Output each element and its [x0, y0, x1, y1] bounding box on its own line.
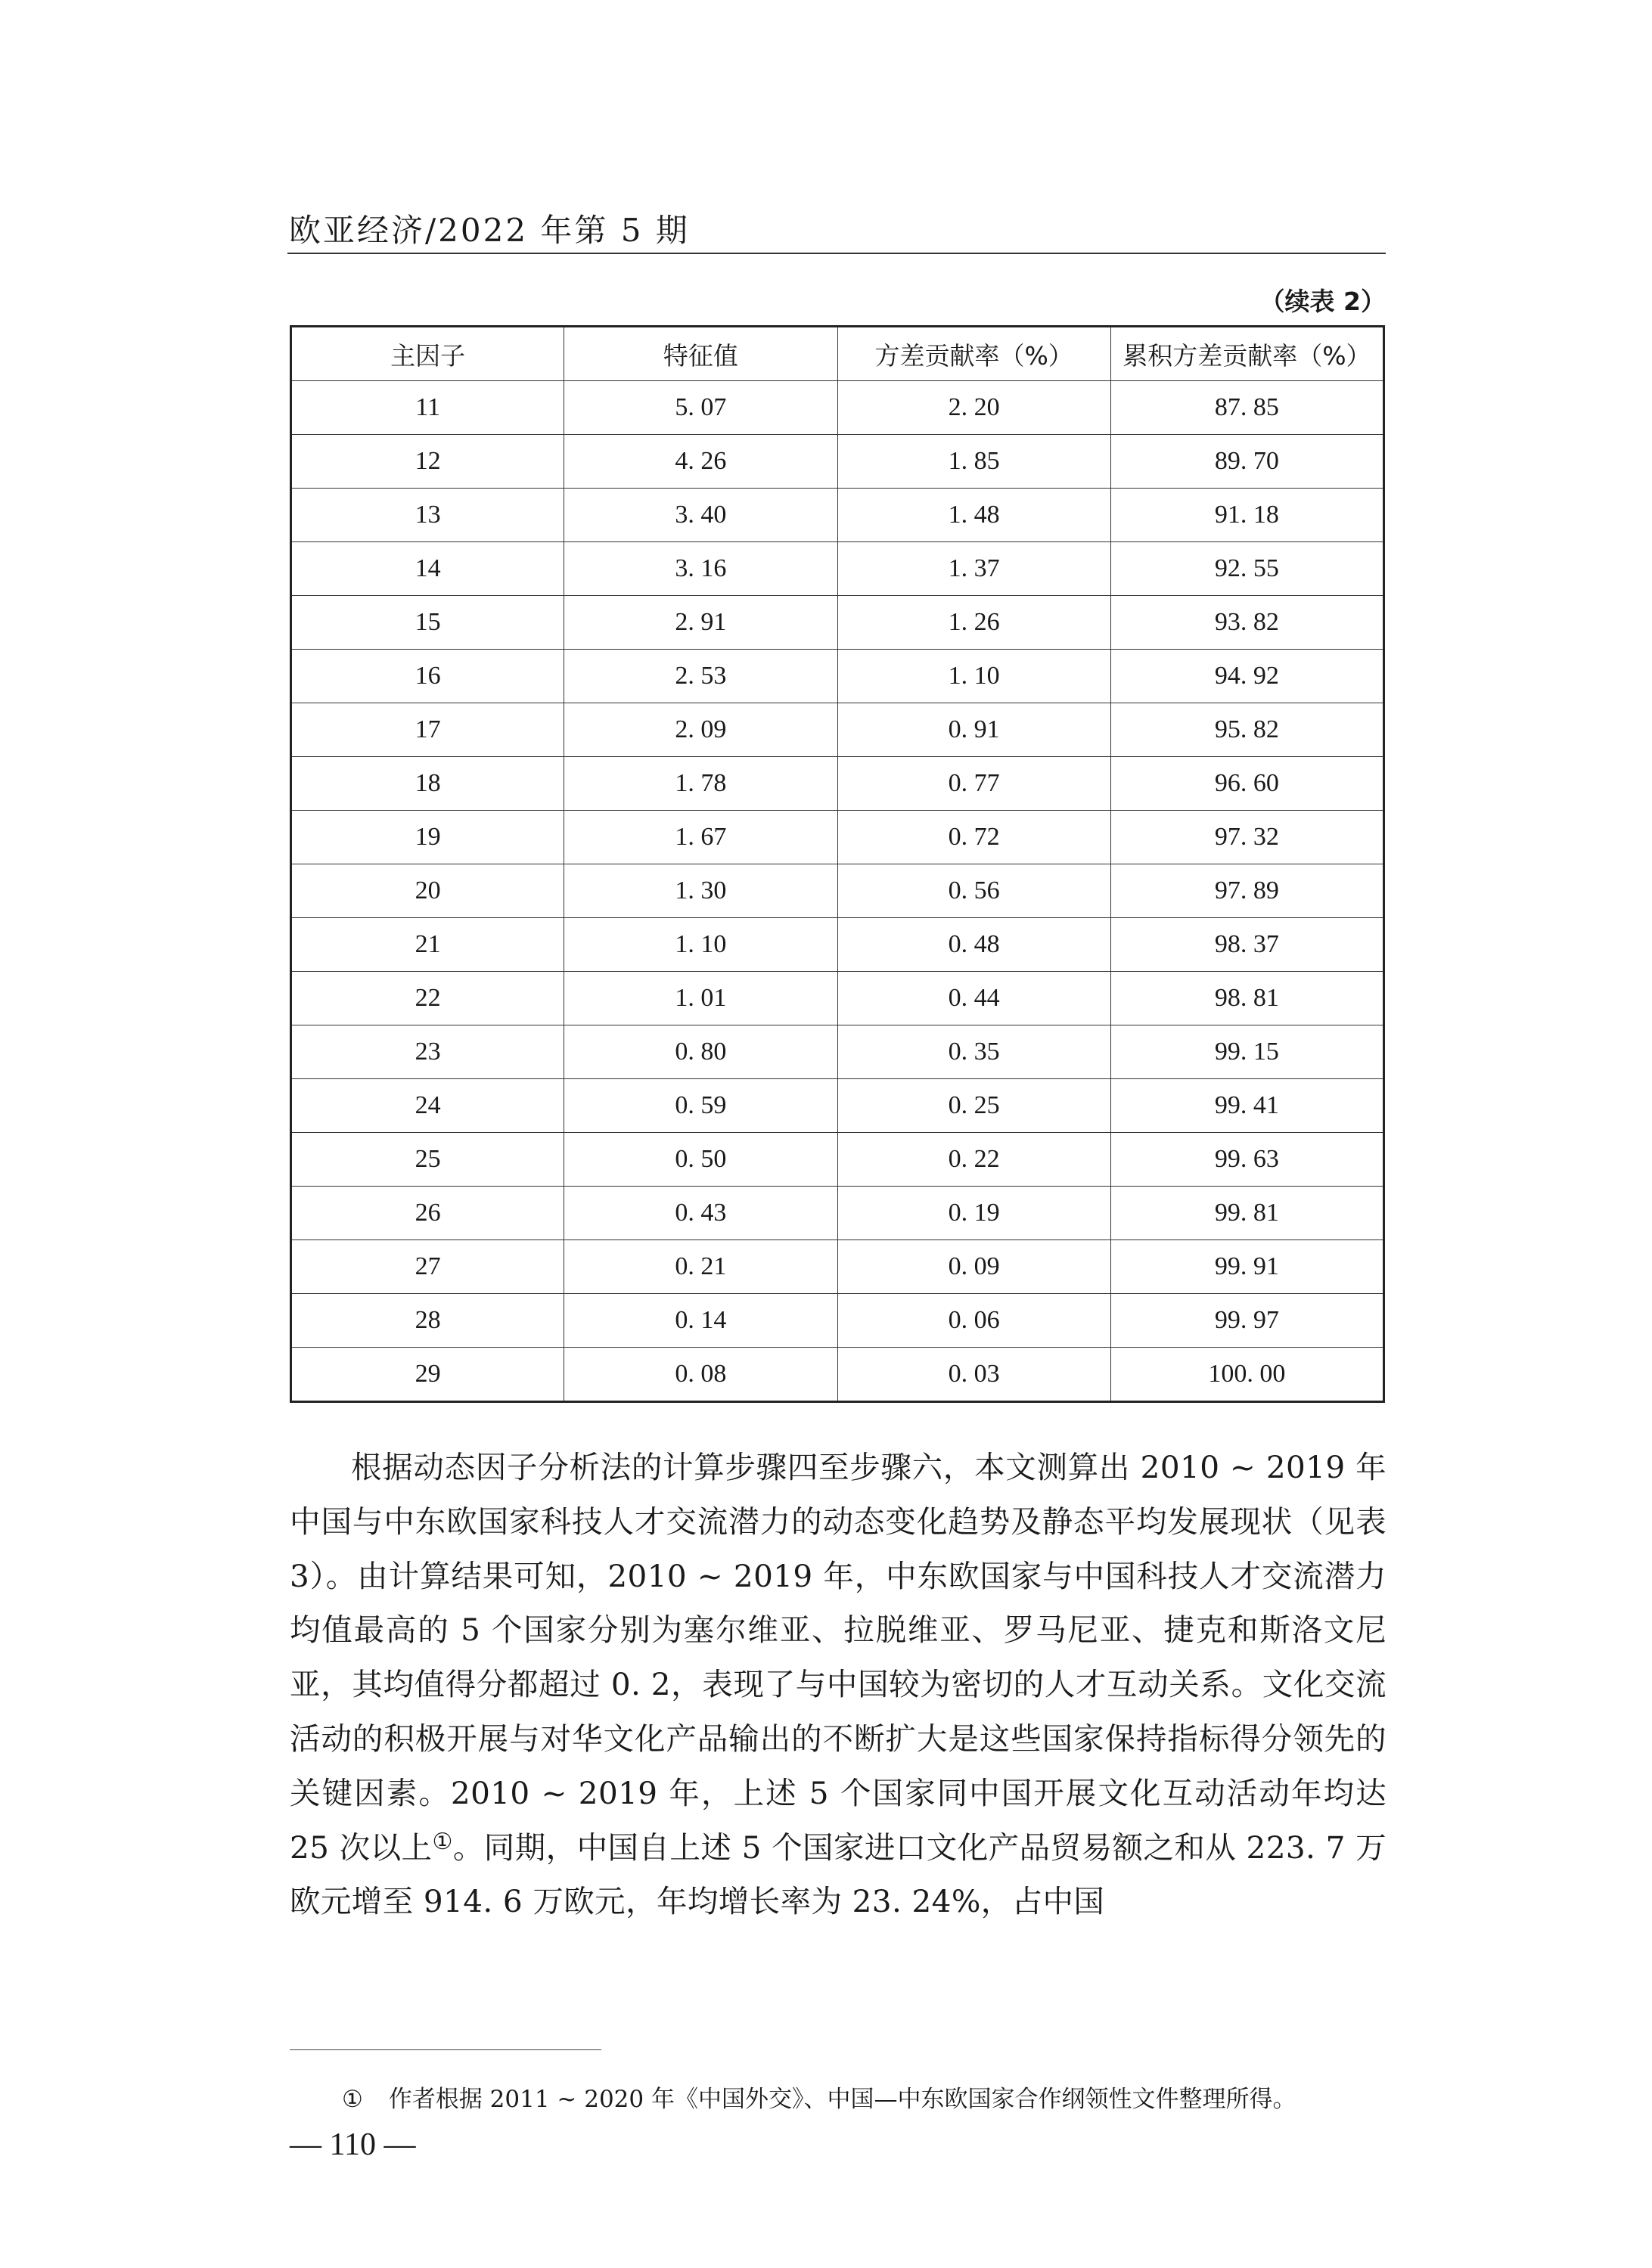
- cell-variance-rate: 0. 19: [837, 1187, 1110, 1240]
- cell-eigenvalue: 0. 50: [564, 1133, 837, 1187]
- table-row: [291, 1133, 1384, 1187]
- cell-cumulative-rate: 95. 82: [1110, 703, 1383, 757]
- cell-eigenvalue: 1. 78: [564, 757, 837, 811]
- cell-eigenvalue: 0. 21: [564, 1240, 837, 1294]
- cell-cumulative-rate: 89. 70: [1110, 435, 1383, 489]
- table-row: [291, 757, 1384, 811]
- cell-eigenvalue: 3. 40: [564, 489, 837, 542]
- cell-cumulative-rate: 99. 41: [1110, 1079, 1383, 1133]
- column-header-eigenvalue: 特征值: [564, 327, 837, 381]
- table-row: [291, 811, 1384, 864]
- cell-factor: 20: [291, 864, 564, 918]
- cell-eigenvalue: 0. 80: [564, 1025, 837, 1079]
- cell-variance-rate: 0. 44: [837, 972, 1110, 1025]
- table-row: [291, 1348, 1384, 1402]
- cell-eigenvalue: 2. 91: [564, 596, 837, 650]
- cell-factor: 15: [291, 596, 564, 650]
- column-header-cumulative-rate: 累积方差贡献率（%）: [1110, 327, 1383, 381]
- cell-variance-rate: 0. 03: [837, 1348, 1110, 1402]
- cell-variance-rate: 0. 06: [837, 1294, 1110, 1348]
- cell-factor: 22: [291, 972, 564, 1025]
- cell-cumulative-rate: 98. 37: [1110, 918, 1383, 972]
- cell-variance-rate: 1. 85: [837, 435, 1110, 489]
- table-row: [291, 489, 1384, 542]
- column-header-variance-rate: 方差贡献率（%）: [837, 327, 1110, 381]
- table-row: [291, 1079, 1384, 1133]
- cell-factor: 23: [291, 1025, 564, 1079]
- cell-factor: 11: [291, 381, 564, 435]
- table-row: [291, 596, 1384, 650]
- cell-variance-rate: 0. 25: [837, 1079, 1110, 1133]
- cell-factor: 18: [291, 757, 564, 811]
- table-row: [291, 1025, 1384, 1079]
- cell-factor: 14: [291, 542, 564, 596]
- cell-cumulative-rate: 96. 60: [1110, 757, 1383, 811]
- footnote-divider: [290, 2049, 601, 2050]
- cell-eigenvalue: 0. 43: [564, 1187, 837, 1240]
- cell-cumulative-rate: 99. 81: [1110, 1187, 1383, 1240]
- cell-variance-rate: 0. 56: [837, 864, 1110, 918]
- footnote-text: 作者根据 2011 ~ 2020 年《中国外交》、中国—中东欧国家合作纲领性文件整理所得。: [388, 2086, 1296, 2113]
- body-paragraph: [290, 1441, 1386, 1929]
- cell-eigenvalue: 2. 53: [564, 650, 837, 703]
- footnote: [342, 2080, 1296, 2114]
- cell-cumulative-rate: 92. 55: [1110, 542, 1383, 596]
- cell-variance-rate: 0. 77: [837, 757, 1110, 811]
- cell-factor: 29: [291, 1348, 564, 1402]
- cell-eigenvalue: 1. 10: [564, 918, 837, 972]
- table-row: [291, 918, 1384, 972]
- cell-variance-rate: 1. 10: [837, 650, 1110, 703]
- cell-eigenvalue: 0. 08: [564, 1348, 837, 1402]
- factor-table: [290, 325, 1385, 1403]
- cell-factor: 24: [291, 1079, 564, 1133]
- table-row: [291, 703, 1384, 757]
- cell-cumulative-rate: 87. 85: [1110, 381, 1383, 435]
- table-row: [291, 1187, 1384, 1240]
- cell-cumulative-rate: 99. 91: [1110, 1240, 1383, 1294]
- cell-factor: 25: [291, 1133, 564, 1187]
- cell-factor: 13: [291, 489, 564, 542]
- cell-factor: 16: [291, 650, 564, 703]
- cell-eigenvalue: 1. 67: [564, 811, 837, 864]
- cell-cumulative-rate: 99. 15: [1110, 1025, 1383, 1079]
- table-body: [291, 381, 1384, 1402]
- paragraph-tail-text: 。同期，中国自上述 5 个国家进口文化产品贸易额之和从 223. 7 万欧元增至 914. 6 万欧元，年均增长率为 23. 24%，占中国: [290, 1829, 1387, 1920]
- cell-eigenvalue: 1. 30: [564, 864, 837, 918]
- table-row: [291, 864, 1384, 918]
- cell-variance-rate: 0. 22: [837, 1133, 1110, 1187]
- cell-factor: 26: [291, 1187, 564, 1240]
- cell-cumulative-rate: 93. 82: [1110, 596, 1383, 650]
- cell-factor: 19: [291, 811, 564, 864]
- cell-eigenvalue: 0. 14: [564, 1294, 837, 1348]
- cell-variance-rate: 0. 91: [837, 703, 1110, 757]
- table-row: [291, 542, 1384, 596]
- body-text: [290, 1441, 1386, 1929]
- cell-eigenvalue: 1. 01: [564, 972, 837, 1025]
- footnote-mark: ①: [342, 2086, 363, 2113]
- table-header-row: [291, 327, 1384, 381]
- cell-eigenvalue: 5. 07: [564, 381, 837, 435]
- table-row: [291, 1240, 1384, 1294]
- table-row: [291, 650, 1384, 703]
- table-row: [291, 381, 1384, 435]
- cell-factor: 17: [291, 703, 564, 757]
- cell-variance-rate: 0. 72: [837, 811, 1110, 864]
- column-header-factor: 主因子: [291, 327, 564, 381]
- cell-eigenvalue: 3. 16: [564, 542, 837, 596]
- table-row: [291, 435, 1384, 489]
- table-row: [291, 1294, 1384, 1348]
- cell-factor: 28: [291, 1294, 564, 1348]
- cell-cumulative-rate: 94. 92: [1110, 650, 1383, 703]
- journal-header-title: 欧亚经济/2022 年第 5 期: [289, 212, 690, 249]
- cell-variance-rate: 0. 35: [837, 1025, 1110, 1079]
- cell-factor: 21: [291, 918, 564, 972]
- cell-cumulative-rate: 97. 89: [1110, 864, 1383, 918]
- cell-variance-rate: 0. 48: [837, 918, 1110, 972]
- page-number: — 110 —: [290, 2127, 416, 2162]
- cell-variance-rate: 0. 09: [837, 1240, 1110, 1294]
- cell-variance-rate: 1. 37: [837, 542, 1110, 596]
- header-divider: [287, 253, 1386, 254]
- footnote-reference[interactable]: ①: [432, 1828, 453, 1855]
- cell-variance-rate: 1. 48: [837, 489, 1110, 542]
- cell-cumulative-rate: 99. 97: [1110, 1294, 1383, 1348]
- cell-variance-rate: 2. 20: [837, 381, 1110, 435]
- paragraph-main-text: 根据动态因子分析法的计算步骤四至步骤六，本文测算出 2010 ~ 2019 年中国与中东欧国家科技人才交流潜力的动态变化趋势及静态平均发展现状（见表 3）。由计算结果可知，2010 ~ 2019 年，中东欧国家与中国科技人才交流潜力均值最高的 5 个国家分别为塞尔维亚、拉脱维亚、罗马尼亚、捷克和斯洛文尼亚，其均值得分都超过 0. 2，表现了与中国较为密切的人才互动关系。文化交流活动的积极开展与对华文化产品输出的不断扩大是这些国家保持指标得分领先的关键因素。2010 ~ 2019 年，上述 5 个国家同中国开展文化互动活动年均达 25 次以上: [290, 1449, 1386, 1866]
- cell-eigenvalue: 4. 26: [564, 435, 837, 489]
- cell-cumulative-rate: 98. 81: [1110, 972, 1383, 1025]
- cell-factor: 12: [291, 435, 564, 489]
- cell-variance-rate: 1. 26: [837, 596, 1110, 650]
- table-caption: （续表 2）: [1259, 287, 1386, 316]
- cell-cumulative-rate: 99. 63: [1110, 1133, 1383, 1187]
- table-row: [291, 972, 1384, 1025]
- cell-eigenvalue: 2. 09: [564, 703, 837, 757]
- cell-cumulative-rate: 91. 18: [1110, 489, 1383, 542]
- cell-factor: 27: [291, 1240, 564, 1294]
- cell-cumulative-rate: 97. 32: [1110, 811, 1383, 864]
- cell-cumulative-rate: 100. 00: [1110, 1348, 1383, 1402]
- cell-eigenvalue: 0. 59: [564, 1079, 837, 1133]
